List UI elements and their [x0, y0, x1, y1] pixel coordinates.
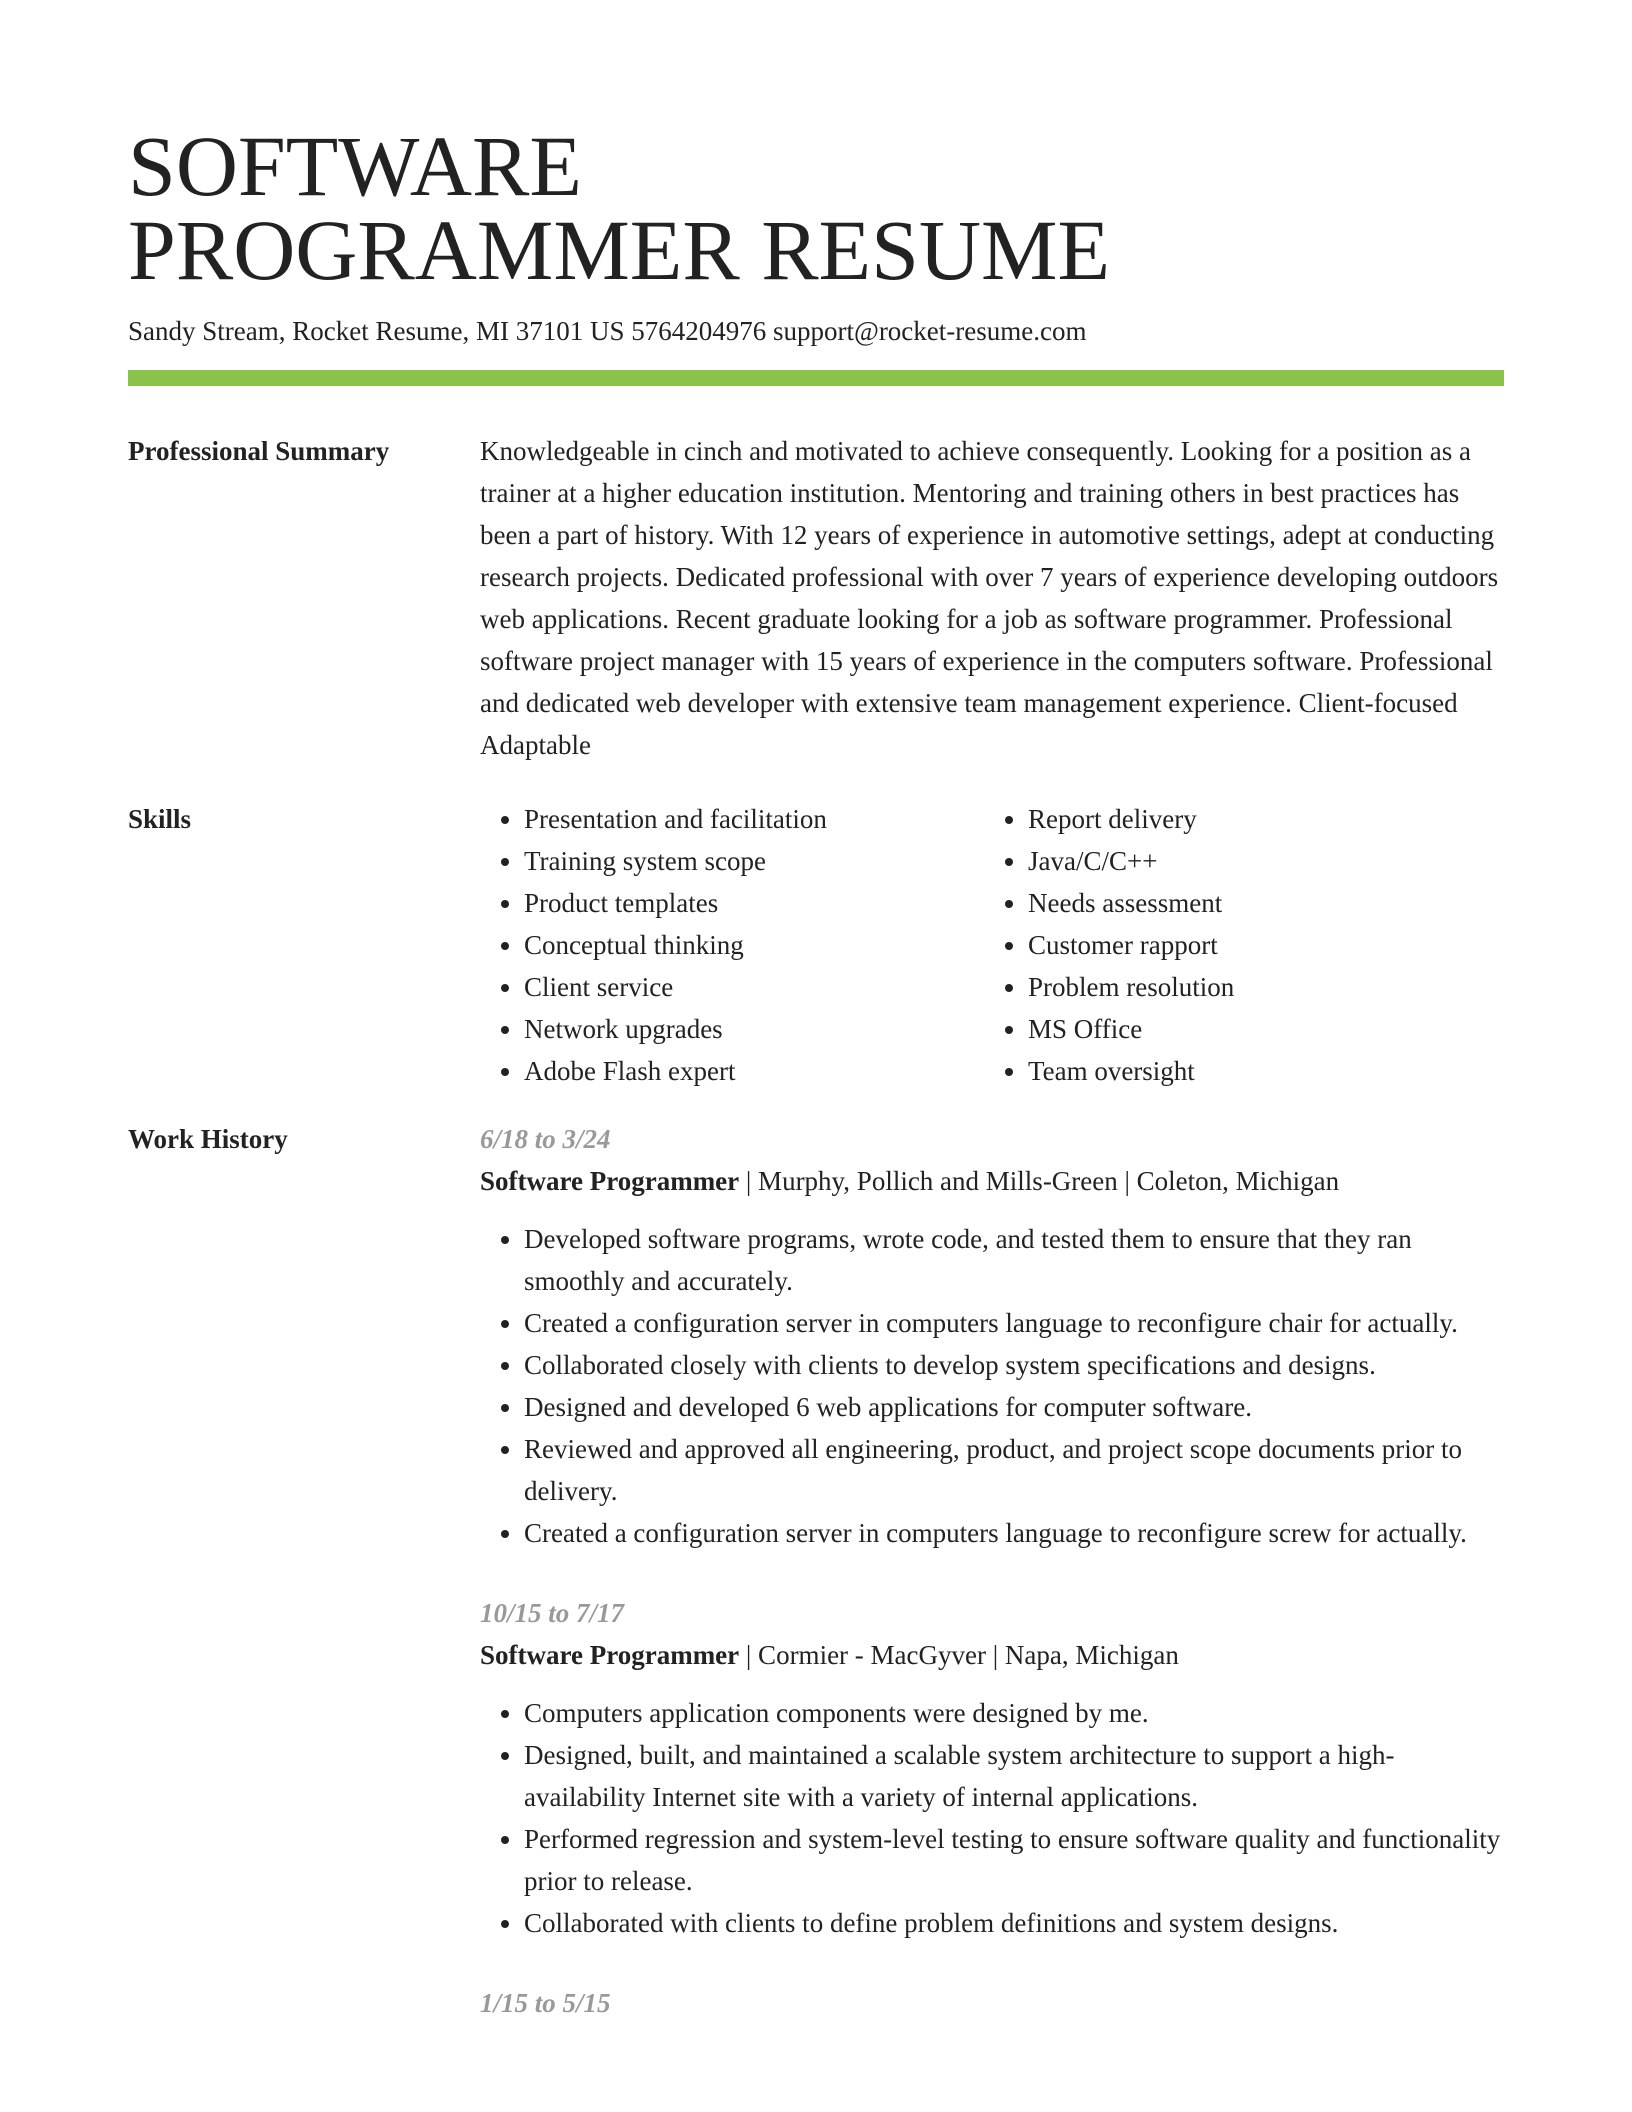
- skill-item: • MS Office: [1028, 1008, 1488, 1050]
- summary-text: Knowledgeable in cinch and motivated to achieve consequently. Looking for a position as a trainer at a higher education institution. Mentoring and training others in best practices has been a part of history. With 12 years of experience in automotive settings, adept at conducting research projects. Dedicated professional with over 7 years of experience developing outdoors web applications. Recent graduate looking for a job as software programmer. Professional software project manager with 15 years of experience in the computers software. Professional and dedicated web developer with extensive team management experience. Client-focused Adaptable: [480, 436, 1499, 760]
- skills-body: [480, 798, 1504, 1092]
- job-bullet: • Reviewed and approved all engineering, product, and project scope documents prior to delivery.: [524, 1428, 1504, 1512]
- skill-item: • Report delivery: [1028, 798, 1488, 840]
- accent-divider: [128, 370, 1504, 386]
- job-heading: [480, 1634, 1504, 1676]
- job-bullets: [480, 1218, 1504, 1554]
- job-bullet: • Created a configuration server in computers language to reconfigure chair for actually.: [524, 1302, 1504, 1344]
- job-bullet: • Collaborated with clients to define problem definitions and system designs.: [524, 1902, 1504, 1944]
- skills-list-left: [480, 798, 984, 1092]
- contact-info: Sandy Stream, Rocket Resume, MI 37101 US 5764204976 support@rocket-resume.com: [128, 316, 1087, 346]
- skill-item: • Presentation and facilitation: [524, 798, 984, 840]
- resume-header: [128, 118, 1504, 348]
- skill-item: • Team oversight: [1028, 1050, 1488, 1092]
- skill-item: • Needs assessment: [1028, 882, 1488, 924]
- job-dates: 10/15 to 7/17: [480, 1598, 625, 1628]
- skill-item: • Problem resolution: [1028, 966, 1488, 1008]
- job-details: | Murphy, Pollich and Mills-Green | Coleton, Michigan: [739, 1166, 1340, 1196]
- job-bullet: • Computers application components were designed by me.: [524, 1692, 1504, 1734]
- skill-item: • Customer rapport: [1028, 924, 1488, 966]
- skill-item: • Training system scope: [524, 840, 984, 882]
- job-dates: 6/18 to 3/24: [480, 1124, 611, 1154]
- job-bullets: [480, 1692, 1504, 1944]
- job-bullet: • Designed, built, and maintained a scalable system architecture to support a high-availability Internet site with a variety of internal applications.: [524, 1734, 1504, 1818]
- job-bullet: • Performed regression and system-level testing to ensure software quality and functionality prior to release.: [524, 1818, 1504, 1902]
- resume-title-line2: PROGRAMMER RESUME: [128, 202, 1111, 298]
- job-title: Software Programmer: [480, 1640, 740, 1670]
- skill-item: • Adobe Flash expert: [524, 1050, 984, 1092]
- job-dates: 1/15 to 5/15: [480, 1988, 611, 2018]
- work-history-label: Work History: [128, 1124, 288, 1154]
- skill-item: • Network upgrades: [524, 1008, 984, 1050]
- job-bullet: • Created a configuration server in computers language to reconfigure screw for actually.: [524, 1512, 1504, 1554]
- job-bullet: • Developed software programs, wrote code, and tested them to ensure that they ran smoothly and accurately.: [524, 1218, 1504, 1302]
- job-heading: [480, 1160, 1504, 1202]
- job-bullet: • Designed and developed 6 web applications for computer software.: [524, 1386, 1504, 1428]
- summary-body: [480, 430, 1504, 766]
- skill-item: • Client service: [524, 966, 984, 1008]
- skills-columns: [480, 798, 1504, 1092]
- resume-title: [128, 118, 1504, 298]
- skill-item: • Conceptual thinking: [524, 924, 984, 966]
- work-history-body: [480, 1118, 1504, 2024]
- skill-item: • Java/C/C++: [1028, 840, 1488, 882]
- skill-item: • Product templates: [524, 882, 984, 924]
- summary-label: Professional Summary: [128, 436, 390, 466]
- job-entry: [480, 1982, 1504, 2024]
- job-details: | Cormier - MacGyver | Napa, Michigan: [739, 1640, 1179, 1670]
- job-entry: [480, 1592, 1504, 1944]
- skills-list-right: [984, 798, 1488, 1092]
- job-bullet: • Collaborated closely with clients to develop system specifications and designs.: [524, 1344, 1504, 1386]
- skills-label: Skills: [128, 804, 192, 834]
- resume-title-line1: SOFTWARE: [128, 118, 582, 214]
- job-title: Software Programmer: [480, 1166, 740, 1196]
- job-entry: [480, 1118, 1504, 1554]
